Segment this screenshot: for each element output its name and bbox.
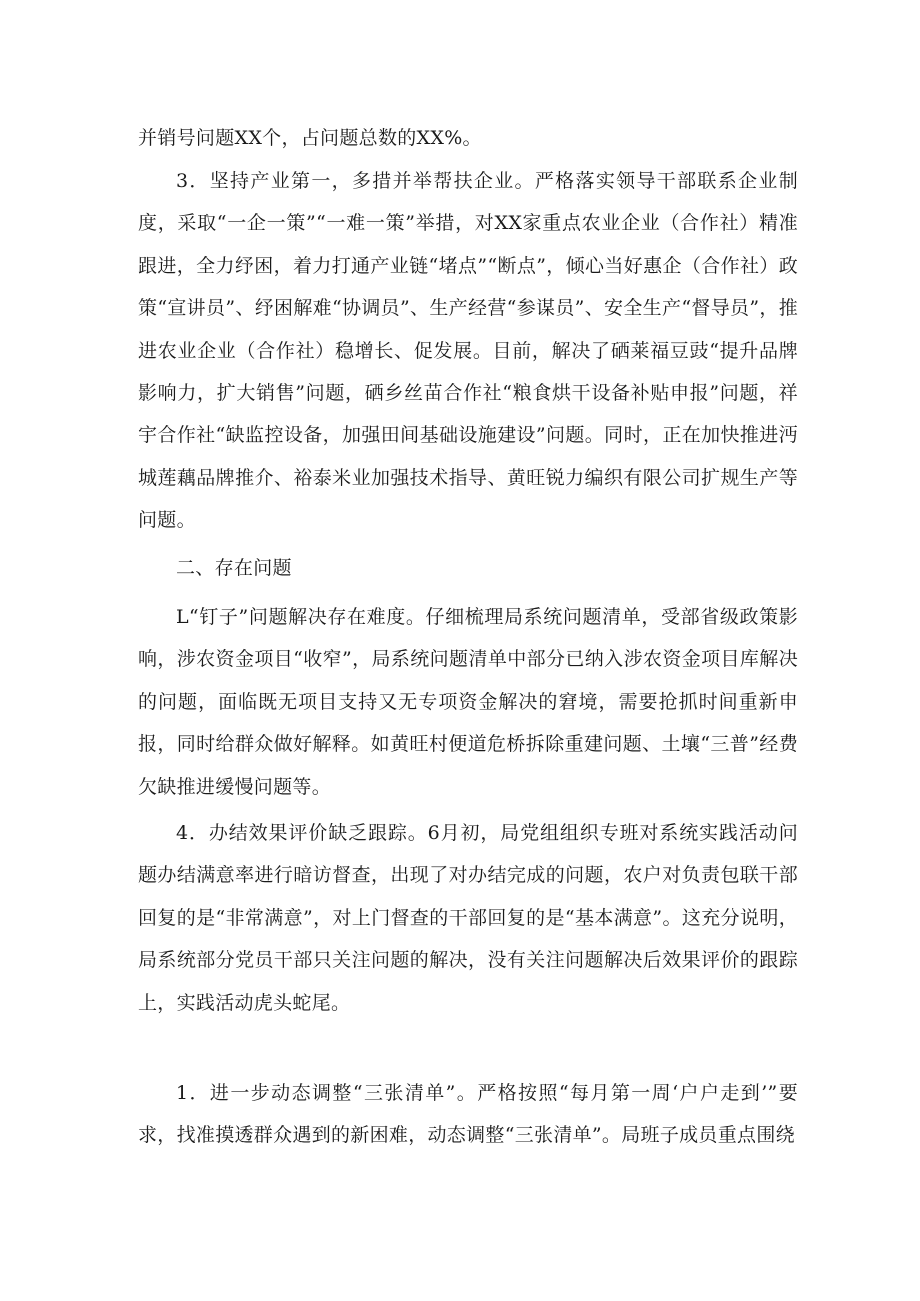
paragraph-item-1: 1．进一步动态调整“三张清单”。严格按照“每月第一周‘户户走到’”要求，找准摸透群众遇到的新困难，动态调整“三张清单”。局班子成员重点围绕 bbox=[138, 1082, 798, 1147]
paragraph-item-3: 3．坚持产业第一，多措并举帮扶企业。严格落实领导干部联系企业制度，采取“一企一策”“一难一策”举措，对XX家重点农业企业（合作社）精准跟进，全力纾困，着力打通产业链“堵点”“断点”，倾心当好惠企（合作社）政策“宣讲员”、纾困解难“协调员”、生产经营“参谋员”、安全生产“督导员”，推进农业企业（合作社）稳增长、促发展。目前，解决了硒莱福豆豉“提升品牌影响力，扩大销售”问题，硒乡丝苗合作社“粮食烘干设备补贴申报”问题，祥宇合作社“缺监控设备，加强田间基础设施建设”问题。同时，正在加快推进沔城莲藕品牌推介、裕泰米业加强技术指导、黄旺锐力编织有限公司扩规生产等问题。 bbox=[138, 170, 798, 532]
paragraph-continuation: 并销号问题XX个，占问题总数的XX%。 bbox=[138, 127, 482, 149]
section-heading: 二、存在问题 bbox=[176, 557, 292, 579]
paragraph-item-L: L“钉子”问题解决存在难度。仔细梳理局系统问题清单，受部省级政策影响，涉农资金项目“收窄”，局系统问题清单中部分已纳入涉农资金项目库解决的问题，面临既无项目支持又无专项资金解决的窘境，需要抢抓时间重新申报，同时给群众做好解释。如黄旺村便道危桥拆除重建问题、土壤“三普”经费欠缺推进缓慢问题等。 bbox=[138, 606, 798, 798]
paragraph-item-4: 4．办结效果评价缺乏跟踪。6月初，局党组组织专班对系统实践活动问题办结满意率进行暗访督查，出现了对办结完成的问题，农户对负责包联干部回复的是“非常满意”，对上门督查的干部回复的是“基本满意”。这充分说明，局系统部分党员干部只关注问题的解决，没有关注问题解决后效果评价的跟踪上，实践活动虎头蛇尾。 bbox=[138, 822, 798, 1014]
